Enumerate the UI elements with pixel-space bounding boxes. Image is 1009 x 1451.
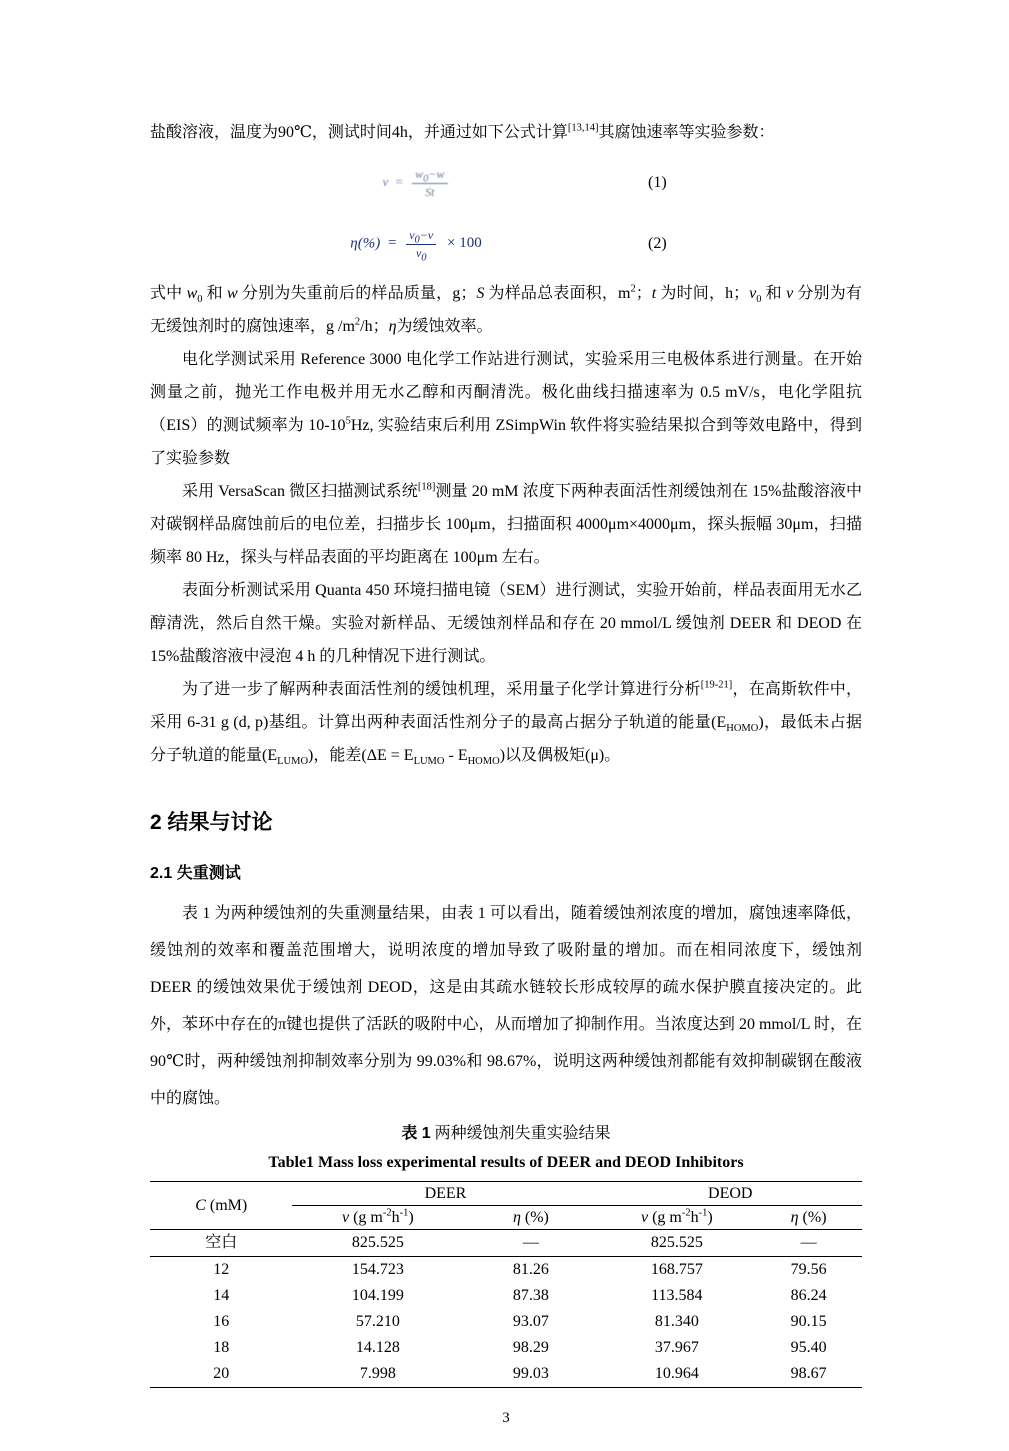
cell-deer-eta: 98.29 bbox=[512, 1339, 549, 1356]
eq2-equals-sign: = bbox=[388, 235, 397, 252]
cell-deod-eta: — bbox=[755, 1230, 862, 1257]
eq1-denominator: St bbox=[425, 184, 435, 199]
equation-1-number: (1) bbox=[648, 174, 667, 191]
cell-deod-v: 37.967 bbox=[654, 1339, 699, 1356]
cell-deod-v: 825.525 bbox=[599, 1230, 756, 1257]
eq1-numerator: $w_0-w$ bbox=[412, 167, 447, 183]
equation-1-row bbox=[150, 156, 862, 210]
eq2-lhs: η(%) bbox=[350, 235, 381, 252]
eq1-equals-sign: = bbox=[395, 173, 403, 189]
column-header-deod-efficiency: η (%) bbox=[755, 1206, 862, 1230]
eq2-fraction bbox=[406, 228, 436, 263]
cell-deer-v: 57.210 bbox=[355, 1313, 400, 1330]
cell-concentration: 16 bbox=[213, 1313, 230, 1330]
eq2-numerator: $v_0-v$ bbox=[406, 228, 436, 244]
table-caption-chinese: 表 1 两种缓蚀剂失重实验结果 bbox=[401, 1125, 611, 1142]
cell-deod-eta: 95.40 bbox=[790, 1339, 827, 1356]
cell-deod-eta: 86.24 bbox=[790, 1287, 827, 1304]
results-table bbox=[150, 1181, 862, 1388]
table-row bbox=[150, 1257, 862, 1284]
table-row bbox=[150, 1283, 862, 1309]
eq1-fraction bbox=[412, 167, 447, 199]
equation-2-row bbox=[150, 217, 862, 271]
cell-concentration: 20 bbox=[150, 1361, 292, 1388]
cell-concentration: 14 bbox=[213, 1287, 230, 1304]
table-group-header-row bbox=[150, 1182, 862, 1206]
paragraph-intro: 盐酸溶液，温度为90℃，测试时间4h，并通过如下公式计算[13,14]其腐蚀速率等实验参数： bbox=[150, 122, 775, 141]
results-table-body bbox=[150, 1230, 862, 1388]
cell-deer-eta: — bbox=[463, 1230, 598, 1257]
table-row bbox=[150, 1335, 862, 1361]
paragraph-versascan: 采用 VersaScan 微区扫描测试系统[18]测量 20 mM 浓度下两种表面活性剂缓蚀剂在 15%盐酸溶液中对碳钢样品腐蚀前后的电位差，扫描步长 100μm，扫描面积 4000μm×4000μm，探头振幅 30μm，扫描频率 80 Hz，探头与样品表面的平均距离在 100μm 左右。 bbox=[150, 481, 862, 566]
cell-deod-v: 10.964 bbox=[599, 1361, 756, 1388]
cell-concentration: 18 bbox=[213, 1339, 230, 1356]
cell-deer-v: 7.998 bbox=[292, 1361, 463, 1388]
cell-deod-v: 168.757 bbox=[650, 1261, 703, 1278]
paragraph-quantum-chemistry: 为了进一步了解两种表面活性剂的缓蚀机理，采用量子化学计算进行分析[19-21]，在高斯软件中，采用 6-31 g (d, p)基组。计算出两种表面活性剂分子的最高占据分子轨道的能量$(E_{HOMO})$，最低未占据分子轨道的能量$(E_{LUMO})$，能差$(\Delta E = E_{LUMO} - E_{HOMO})$以及偶极矩(μ)。 bbox=[150, 679, 862, 768]
equation-1 bbox=[382, 167, 449, 199]
paragraph-electrochemical-test: 电化学测试采用 Reference 3000 电化学工作站进行测试，实验采用三电极体系进行测量。在开始测量之前，抛光工作电极并用无水乙醇和丙酮清洗。极化曲线扫描速率为 0.5 mV/s，电化学阻抗（EIS）的测试频率为 $10-10^5Hz$, 实验结束后利用 ZSimpWin 软件将实验结果拟合到等效电路中，得到了实验参数 bbox=[150, 351, 862, 467]
results-table-header bbox=[150, 1182, 862, 1230]
eq2-multiplier: × 100 bbox=[446, 235, 482, 252]
table-row bbox=[150, 1230, 862, 1257]
cell-deer-eta: 87.38 bbox=[512, 1287, 549, 1304]
cell-deer-v: 825.525 bbox=[292, 1230, 463, 1257]
column-header-deod-corrosion-rate: v (g $m^{-2}h^{-1}$) bbox=[599, 1206, 756, 1230]
cell-deod-eta: 98.67 bbox=[755, 1361, 862, 1388]
eq2-denominator: $v_0$ bbox=[415, 245, 427, 263]
equation-2 bbox=[350, 228, 482, 263]
page-number: 3 bbox=[502, 1410, 510, 1426]
eq1-lhs: v bbox=[382, 173, 389, 189]
subsection-heading-weight-loss: 2.1 失重测试 bbox=[150, 865, 241, 882]
cell-concentration: 空白 bbox=[150, 1230, 292, 1257]
section-heading-results: 2 结果与讨论 bbox=[150, 811, 273, 834]
cell-deod-v: 113.584 bbox=[651, 1287, 703, 1304]
column-header-deer-corrosion-rate: v (g $m^{-2}h^{-1}$) bbox=[292, 1206, 463, 1230]
cell-deer-v: 104.199 bbox=[351, 1287, 404, 1304]
paragraph-results-discussion: 表 1 为两种缓蚀剂的失重测量结果，由表 1 可以看出，随着缓蚀剂浓度的增加，腐蚀速率降低，缓蚀剂的效率和覆盖范围增大，说明浓度的增加导致了吸附量的增加。而在相同浓度下，缓蚀剂 DEER 的缓蚀效果优于缓蚀剂 DEOD，这是由其疏水链较长形成较厚的疏水保护膜直接决定的。此外，苯环中存在的π键也提供了活跃的吸附中心，从而增加了抑制作用。当浓度达到 20 mmol/L 时，在 90℃时，两种缓蚀剂抑制效率分别为 99.03%和 98.67%，说明这两种缓蚀剂都能有效抑制碳钢在酸液中的腐蚀。 bbox=[150, 905, 862, 1107]
cell-deer-v: 154.723 bbox=[351, 1261, 404, 1278]
paragraph-symbol-definitions: 式中 $w_0$ 和 w 分别为失重前后的样品质量，g；S 为样品总表面积，$m^2$；t 为时间，h；$v_0$ 和 v 分别为有无缓蚀剂时的腐蚀速率，g $/m^2/h$；η为缓蚀效率。 bbox=[150, 283, 862, 335]
column-header-concentration: C (mM) bbox=[150, 1182, 292, 1230]
table-row bbox=[150, 1309, 862, 1335]
column-header-deer-efficiency: η (%) bbox=[463, 1206, 598, 1230]
cell-deer-eta: 99.03 bbox=[463, 1361, 598, 1388]
column-group-deod: DEOD bbox=[599, 1182, 862, 1206]
cell-deod-v: 81.340 bbox=[654, 1313, 699, 1330]
cell-deod-eta: 90.15 bbox=[790, 1313, 827, 1330]
cell-deer-eta: 93.07 bbox=[512, 1313, 549, 1330]
cell-deer-v: 14.128 bbox=[355, 1339, 400, 1356]
cell-deer-eta: 81.26 bbox=[512, 1261, 549, 1278]
page-content bbox=[150, 116, 862, 1427]
table-row bbox=[150, 1361, 862, 1388]
equation-2-number: (2) bbox=[648, 235, 667, 252]
cell-deod-eta: 79.56 bbox=[790, 1261, 827, 1278]
paragraph-sem: 表面分析测试采用 Quanta 450 环境扫描电镜（SEM）进行测试，实验开始前，样品表面用无水乙醇清洗，然后自然干燥。实验对新样品、无缓蚀剂样品和存在 20 mmol/L 缓蚀剂 DEER 和 DEOD 在 15%盐酸溶液中浸泡 4 h 的几种情况下进行测试。 bbox=[150, 582, 862, 665]
table-caption-english: Table1 Mass loss experimental results of DEER and DEOD Inhibitors bbox=[268, 1154, 744, 1171]
cell-concentration: 12 bbox=[213, 1261, 230, 1278]
column-group-deer: DEER bbox=[292, 1182, 598, 1206]
